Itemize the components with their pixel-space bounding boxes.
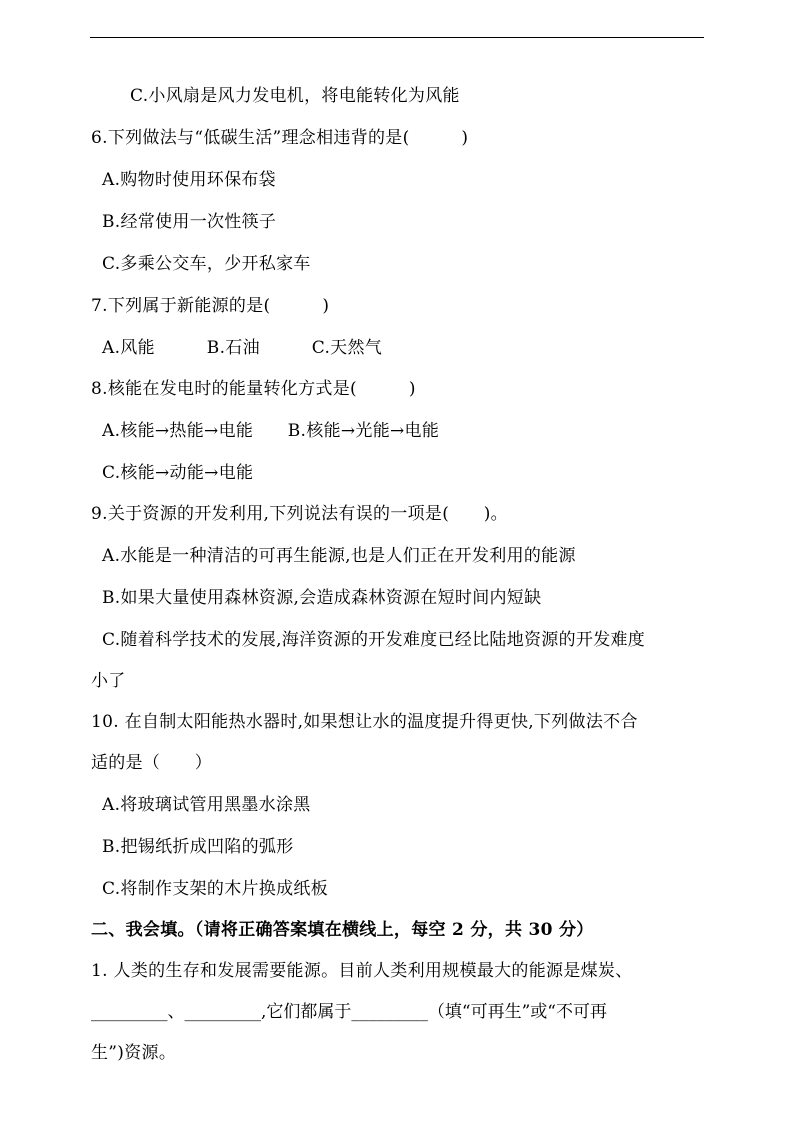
q6-option-c: C.多乘公交车，少开私家车 <box>102 254 311 274</box>
q6-option-a: A.购物时使用环保布袋 <box>102 170 276 190</box>
q8-stem: 8.核能在发电时的能量转化方式是( ) <box>91 379 416 399</box>
q6-stem: 6.下列做法与“低碳生活”理念相违背的是( ) <box>91 128 469 148</box>
q9-option-c: C.随着科学技术的发展,海洋资源的开发难度已经比陆地资源的开发难度 <box>102 630 646 650</box>
q7-stem: 7.下列属于新能源的是( ) <box>91 296 330 316</box>
q9-option-c-cont: 小了 <box>91 671 126 691</box>
q10-stem-cont: 适的是（ ） <box>91 753 213 773</box>
q7-options: A.风能 B.石油 C.天然气 <box>102 338 383 358</box>
q8-options-ab: A.核能→热能→电能 B.核能→光能→电能 <box>102 421 440 441</box>
fill-q1-blanks: _________、_________,它们都属于_________（填“可再生”或“不可再 <box>91 1002 607 1022</box>
q10-option-c: C.将制作支架的木片换成纸板 <box>102 879 329 899</box>
q10-option-b: B.把锡纸折成凹陷的弧形 <box>102 837 294 857</box>
q8-option-c: C.核能→动能→电能 <box>102 463 254 483</box>
q10-option-a: A.将玻璃试管用黑墨水涂黑 <box>102 795 311 815</box>
q9-stem: 9.关于资源的开发利用,下列说法有误的一项是( )。 <box>91 504 508 524</box>
header-rule <box>90 37 704 38</box>
q9-option-b: B.如果大量使用森林资源,会造成森林资源在短时间内短缺 <box>102 588 542 608</box>
section-two-heading: 二、我会填。（请将正确答案填在横线上，每空 2 分，共 30 分） <box>91 920 594 940</box>
fill-q1-cont: 生”)资源。 <box>91 1043 177 1063</box>
q6-option-b: B.经常使用一次性筷子 <box>102 212 277 232</box>
fill-q1-stem: 1. 人类的生存和发展需要能源。目前人类利用规模最大的能源是煤炭、 <box>91 961 633 981</box>
q5-option-c: C.小风扇是风力发电机，将电能转化为风能 <box>130 86 460 106</box>
q9-option-a: A.水能是一种清洁的可再生能源,也是人们正在开发利用的能源 <box>102 546 576 566</box>
q10-stem: 10. 在自制太阳能热水器时,如果想让水的温度提升得更快,下列做法不合 <box>91 712 638 732</box>
